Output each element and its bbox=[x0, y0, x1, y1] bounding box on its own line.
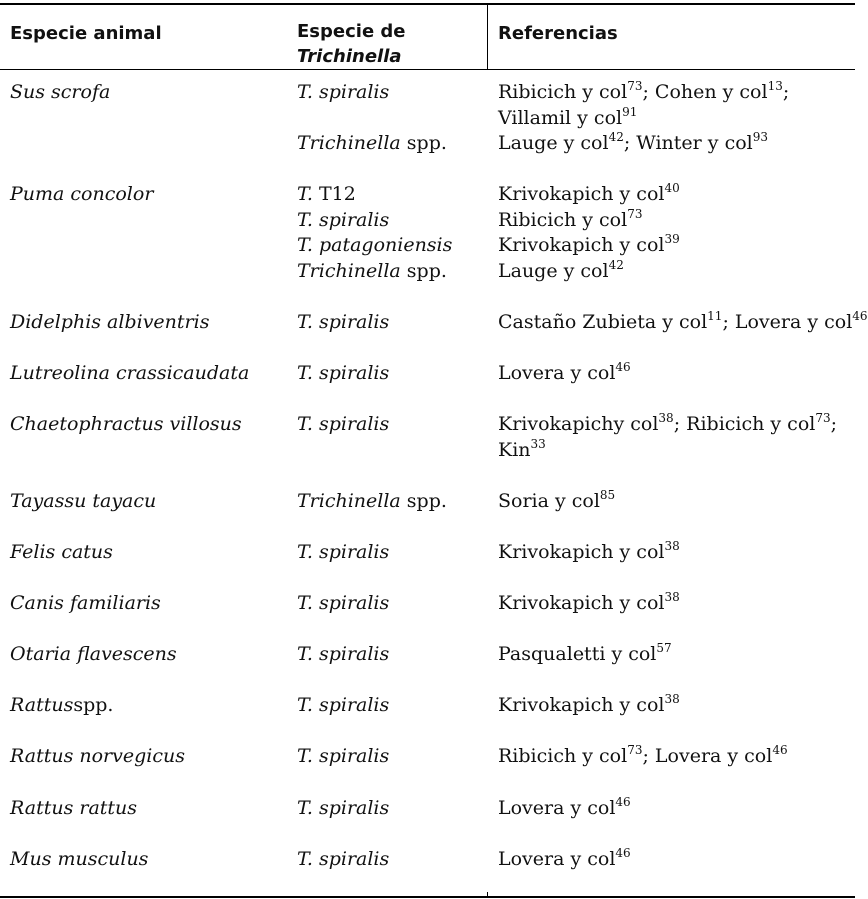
reference-line bbox=[498, 106, 637, 130]
species-cell bbox=[297, 591, 389, 615]
species-name: T. spiralis bbox=[297, 208, 390, 231]
species-name: T. spiralis bbox=[297, 694, 390, 716]
reference-line bbox=[498, 642, 672, 666]
reference-text: Lovera y col bbox=[498, 797, 616, 819]
species-cell bbox=[297, 233, 452, 257]
reference-citation-number: 46 bbox=[615, 795, 631, 809]
animal-cell bbox=[10, 744, 185, 768]
reference-text: Lauge y col bbox=[498, 259, 609, 282]
reference-citation-number: 73 bbox=[627, 743, 643, 757]
animal-name: Mus musculus bbox=[10, 848, 149, 870]
reference-line bbox=[498, 847, 631, 871]
reference-citation-number: 46 bbox=[772, 743, 788, 757]
reference-line bbox=[498, 693, 680, 717]
reference-text: Lauge y col bbox=[498, 132, 609, 154]
reference-text: ; bbox=[830, 413, 838, 435]
species-cell bbox=[297, 796, 389, 820]
species-name: T. spiralis bbox=[297, 413, 390, 435]
reference-line bbox=[498, 182, 680, 206]
reference-citation-number: 42 bbox=[608, 257, 624, 272]
reference-citation-number: 38 bbox=[664, 590, 680, 604]
reference-text: Lovera y col bbox=[498, 362, 616, 384]
animal-name: Didelphis albiventris bbox=[10, 311, 210, 333]
reference-citation-number: 73 bbox=[815, 411, 831, 425]
animal-name: Canis familiaris bbox=[10, 592, 161, 614]
animal-cell bbox=[10, 412, 242, 436]
species-cell bbox=[297, 744, 389, 768]
reference-citation-number: 13 bbox=[767, 79, 783, 93]
species-name: T. spiralis bbox=[297, 541, 390, 563]
reference-text: Krivokapich y col bbox=[498, 592, 665, 614]
reference-text: Ribicich y col bbox=[498, 745, 628, 767]
reference-line bbox=[498, 438, 546, 462]
reference-text: Villamil y col bbox=[498, 106, 623, 129]
animal-cell bbox=[10, 693, 113, 717]
animal-name: Rattus bbox=[10, 694, 74, 716]
animal-name: Chaetophractus villosus bbox=[10, 413, 242, 435]
animal-name: Tayassu tayacu bbox=[10, 490, 157, 512]
reference-line bbox=[498, 80, 789, 104]
reference-line bbox=[498, 131, 768, 155]
animal-name: Rattus norvegicus bbox=[10, 745, 185, 767]
reference-citation-number: 38 bbox=[664, 539, 680, 553]
species-name: T. spiralis bbox=[297, 592, 390, 614]
table-top-rule bbox=[0, 3, 855, 5]
species-cell bbox=[297, 847, 389, 871]
species-name: Trichinella bbox=[297, 259, 401, 282]
reference-text: ; Lovera y col bbox=[642, 745, 773, 767]
reference-citation-number: 73 bbox=[627, 206, 643, 221]
reference-text: Krivokapich y col bbox=[498, 694, 665, 716]
reference-text: Pasqualetti y col bbox=[498, 643, 657, 665]
reference-line bbox=[498, 233, 680, 257]
reference-citation-number: 38 bbox=[658, 411, 674, 425]
reference-line bbox=[498, 489, 615, 513]
animal-name: Lutreolina crassicaudata bbox=[10, 362, 250, 384]
reference-text: ; Winter y col bbox=[623, 132, 753, 154]
table-bottom-rule bbox=[0, 896, 855, 898]
reference-citation-number: 39 bbox=[664, 232, 680, 246]
reference-line bbox=[498, 796, 631, 820]
animal-cell bbox=[10, 591, 161, 615]
species-cell bbox=[297, 182, 356, 206]
reference-text: Ribicich y col bbox=[498, 81, 628, 103]
species-name: T. spiralis bbox=[297, 745, 390, 767]
species-name: T. spiralis bbox=[297, 643, 390, 665]
reference-citation-number: 38 bbox=[664, 692, 680, 706]
species-suffix: T12 bbox=[312, 183, 356, 205]
animal-cell bbox=[10, 80, 110, 104]
animal-cell bbox=[10, 489, 156, 513]
reference-citation-number: 33 bbox=[530, 436, 546, 451]
animal-cell bbox=[10, 182, 153, 206]
animal-suffix: spp. bbox=[73, 694, 114, 716]
reference-text: ; bbox=[782, 81, 790, 103]
species-cell bbox=[297, 208, 389, 232]
header-column-divider bbox=[487, 3, 488, 70]
reference-citation-number: 93 bbox=[752, 130, 769, 144]
animal-cell bbox=[10, 847, 148, 871]
reference-line bbox=[498, 310, 868, 334]
reference-citation-number: 42 bbox=[608, 130, 624, 144]
reference-line bbox=[498, 259, 624, 283]
reference-text: ; Ribicich y col bbox=[673, 413, 816, 435]
reference-text: ; Lovera y col bbox=[722, 311, 853, 333]
reference-citation-number: 85 bbox=[599, 488, 616, 502]
header-rule bbox=[0, 69, 855, 70]
species-cell bbox=[297, 540, 389, 564]
reference-citation-number: 11 bbox=[707, 309, 723, 323]
header-trichinella: Trichinella bbox=[297, 46, 402, 67]
animal-cell bbox=[10, 310, 209, 334]
reference-citation-number: 46 bbox=[615, 360, 631, 374]
reference-citation-number: 46 bbox=[615, 846, 631, 860]
species-name: T. bbox=[297, 183, 313, 205]
reference-text: ; Cohen y col bbox=[642, 81, 768, 103]
species-cell bbox=[297, 131, 447, 155]
species-cell bbox=[297, 361, 389, 385]
species-suffix: spp. bbox=[400, 490, 447, 512]
header-especie-animal: Especie animal bbox=[10, 23, 162, 44]
animal-cell bbox=[10, 642, 177, 666]
species-name: T. spiralis bbox=[297, 848, 390, 870]
reference-text: Castaño Zubieta y col bbox=[498, 311, 708, 333]
reference-citation-number: 46 bbox=[852, 309, 868, 323]
animal-name: Sus scrofa bbox=[10, 81, 111, 103]
reference-line bbox=[498, 540, 680, 564]
species-cell bbox=[297, 489, 447, 513]
reference-line bbox=[498, 412, 837, 436]
reference-text: Krivokapich y col bbox=[498, 541, 665, 563]
reference-citation-number: 40 bbox=[664, 181, 680, 195]
animal-name: Otaria flavescens bbox=[10, 643, 177, 665]
reference-line bbox=[498, 361, 631, 385]
reference-text: Krivokapich y col bbox=[498, 234, 665, 256]
species-suffix: spp. bbox=[400, 259, 447, 282]
species-name: T. spiralis bbox=[297, 311, 390, 333]
species-cell bbox=[297, 642, 389, 666]
animal-cell bbox=[10, 796, 137, 820]
animal-name: Rattus rattus bbox=[10, 797, 138, 819]
animal-cell bbox=[10, 540, 113, 564]
species-name: Trichinella bbox=[297, 132, 401, 154]
reference-text: Ribicich y col bbox=[498, 208, 628, 231]
animal-name: Puma concolor bbox=[10, 183, 154, 205]
species-name: T. spiralis bbox=[297, 81, 390, 103]
species-cell bbox=[297, 80, 389, 104]
species-name: Trichinella bbox=[297, 490, 401, 512]
header-especie-de: Especie de bbox=[297, 21, 406, 42]
species-name: T. spiralis bbox=[297, 362, 390, 384]
reference-text: Soria y col bbox=[498, 490, 600, 512]
reference-text: Krivokapichy col bbox=[498, 413, 659, 435]
species-cell bbox=[297, 693, 389, 717]
species-name: T. patagoniensis bbox=[297, 234, 453, 256]
reference-text: Lovera y col bbox=[498, 848, 616, 870]
species-name: T. spiralis bbox=[297, 797, 390, 819]
species-cell bbox=[297, 259, 447, 283]
animal-name: Felis catus bbox=[10, 541, 113, 563]
animal-cell bbox=[10, 361, 249, 385]
species-suffix: spp. bbox=[400, 132, 447, 154]
reference-line bbox=[498, 591, 680, 615]
header-referencias: Referencias bbox=[498, 23, 618, 44]
reference-citation-number: 91 bbox=[622, 104, 638, 119]
reference-citation-number: 73 bbox=[627, 79, 643, 93]
reference-citation-number: 57 bbox=[656, 641, 672, 655]
reference-text: Krivokapich y col bbox=[498, 183, 665, 205]
species-cell bbox=[297, 310, 389, 334]
reference-line bbox=[498, 744, 788, 768]
reference-line bbox=[498, 208, 642, 232]
reference-text: Kin bbox=[498, 438, 531, 461]
species-cell bbox=[297, 412, 389, 436]
